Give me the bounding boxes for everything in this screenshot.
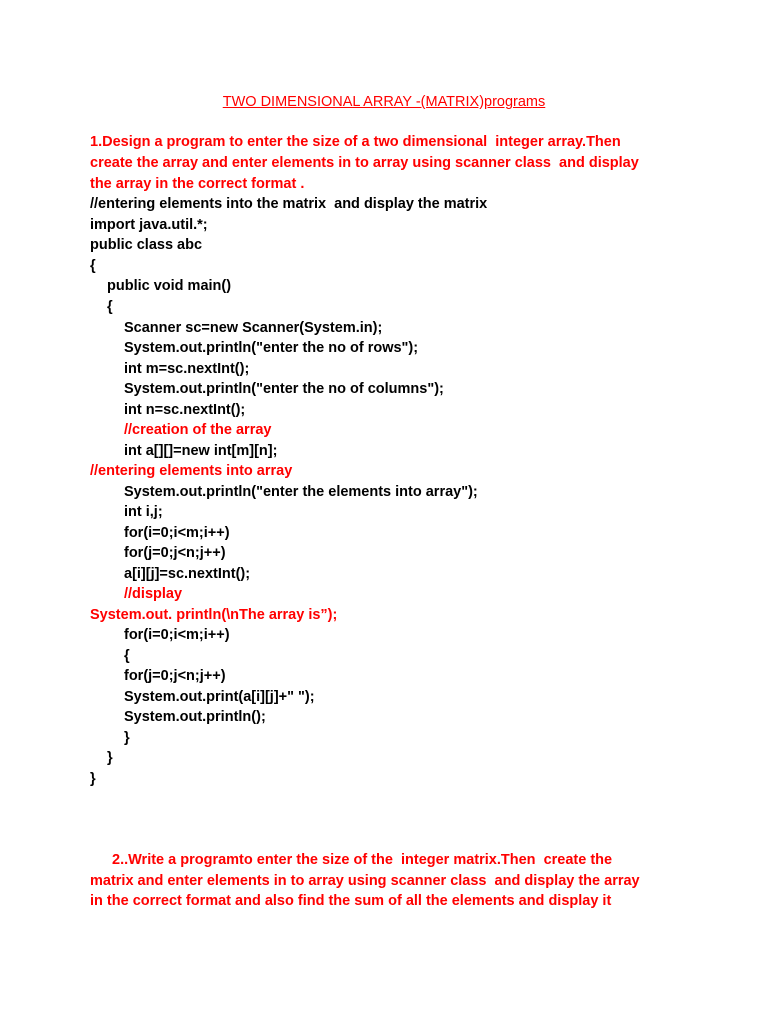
code-line: System.out.println(); [124,709,266,725]
question-2-line-1: 2..Write a programto enter the size of the integer matrix.Then create the [112,852,613,868]
code-line: public class abc [90,237,203,253]
code-line: for(j=0;j<n;j++) [124,545,226,561]
code-line: System.out.println("enter the elements into array"); [124,484,478,500]
code-line: a[i][j]=sc.nextInt(); [124,566,251,582]
code-line: int i,j; [124,504,163,520]
code-line: { [107,299,113,315]
question-1-line-3: the array in the correct format . [90,176,305,192]
code-line: } [107,750,113,766]
code-line: Scanner sc=new Scanner(System.in); [124,320,383,336]
code-comment: //creation of the array [124,422,272,438]
code-line: public void main() [107,278,232,294]
code-line: } [90,771,96,787]
question-1-line-2: create the array and enter elements in to array using scanner class and display [90,155,639,171]
code-line: System.out.print(a[i][j]+" "); [124,689,315,705]
code-line: int m=sc.nextInt(); [124,361,250,377]
code-line: { [124,648,130,664]
code-comment: //entering elements into the matrix and display the matrix [90,196,488,212]
code-line: System.out.println("enter the no of columns"); [124,381,444,397]
code-line: System.out.println("enter the no of rows"); [124,340,419,356]
code-line-red: System.out. println(\nThe array is”); [90,607,338,623]
code-line: { [90,258,96,274]
code-line: for(j=0;j<n;j++) [124,668,226,684]
question-2-line-3: in the correct format and also find the sum of all the elements and display it [90,893,612,909]
question-1-line-1: 1.Design a program to enter the size of a two dimensional integer array.Then [90,134,621,150]
code-comment: //entering elements into array [90,463,293,479]
code-line: int a[][]=new int[m][n]; [124,443,278,459]
code-line: import java.util.*; [90,217,208,233]
code-line: for(i=0;i<m;i++) [124,627,230,643]
code-line: int n=sc.nextInt(); [124,402,246,418]
code-comment: //display [124,586,183,602]
code-line: for(i=0;i<m;i++) [124,525,230,541]
code-line: } [124,730,130,746]
document-title: TWO DIMENSIONAL ARRAY -(MATRIX)programs [222,94,546,110]
question-2-line-2: matrix and enter elements in to array using scanner class and display the array [90,873,640,889]
